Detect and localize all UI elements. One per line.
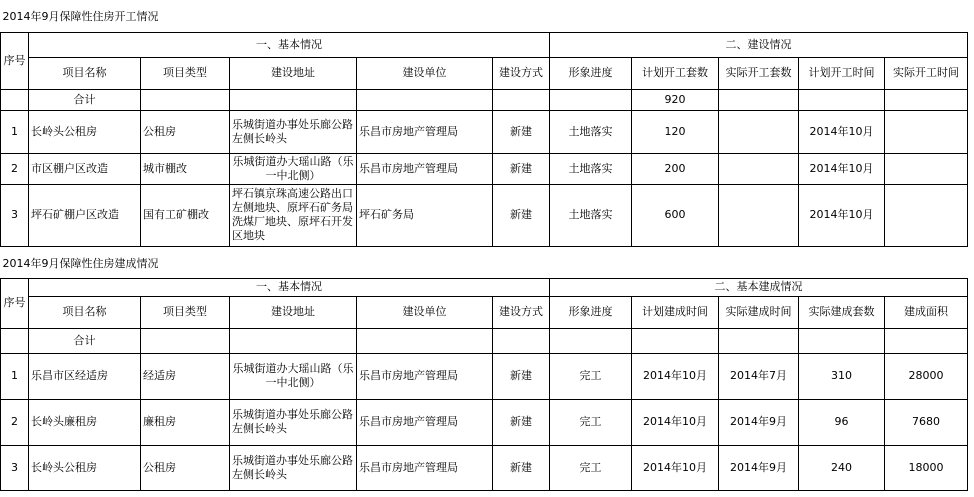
unit-cell: 坪石矿务局 — [357, 184, 493, 246]
actual-time-cell — [885, 153, 968, 184]
planned-time-cell: 2014年10月 — [632, 353, 719, 399]
col-header: 计划开工时间 — [799, 57, 885, 89]
group-build-header: 二、建设情况 — [550, 32, 968, 57]
planned-time-cell: 2014年10月 — [632, 445, 719, 490]
seq-header: 序号 — [1, 278, 29, 328]
planned-units-cell: 200 — [632, 153, 719, 184]
actual-units-cell — [719, 153, 799, 184]
actual-units-cell — [719, 110, 799, 153]
method-cell: 新建 — [493, 445, 550, 490]
actual-units-cell: 240 — [799, 445, 885, 490]
project-type-cell: 经适房 — [141, 353, 230, 399]
project-type-cell: 公租房 — [141, 445, 230, 490]
col-header: 建设单位 — [357, 57, 493, 89]
progress-cell: 土地落实 — [550, 110, 632, 153]
actual-time-cell: 2014年9月 — [719, 445, 799, 490]
col-header: 建成面积 — [885, 296, 968, 328]
unit-cell: 乐昌市房地产管理局 — [357, 399, 493, 445]
unit-cell: 乐昌市房地产管理局 — [357, 353, 493, 399]
project-name-cell: 长岭头公租房 — [29, 445, 141, 490]
col-header: 项目类型 — [141, 296, 230, 328]
total-row — [1, 328, 968, 353]
method-cell: 新建 — [493, 184, 550, 246]
project-name-cell: 长岭头廉租房 — [29, 399, 141, 445]
project-name-cell: 坪石矿棚户区改造 — [29, 184, 141, 246]
col-header: 建设地址 — [230, 296, 357, 328]
seq-header: 序号 — [1, 32, 29, 89]
total-planned-units: 920 — [632, 89, 719, 110]
section-title: 2014年9月保障性住房建成情况 — [2, 257, 159, 271]
progress-cell: 土地落实 — [550, 153, 632, 184]
unit-cell: 乐昌市房地产管理局 — [357, 110, 493, 153]
planned-units-cell: 120 — [632, 110, 719, 153]
address-cell: 坪石镇京珠高速公路出口左侧地块、原坪石矿务局洗煤厂地块、原坪石开发区地块 — [230, 184, 357, 246]
method-cell: 新建 — [493, 353, 550, 399]
group-build-header: 二、基本建成情况 — [550, 278, 968, 296]
col-header: 实际开工套数 — [719, 57, 799, 89]
method-cell: 新建 — [493, 110, 550, 153]
col-header: 实际建成套数 — [799, 296, 885, 328]
area-cell: 7680 — [885, 399, 968, 445]
group-basic-header: 一、基本情况 — [29, 278, 550, 296]
total-row — [1, 89, 968, 110]
seq-cell: 1 — [1, 110, 29, 153]
planned-time-cell: 2014年10月 — [632, 399, 719, 445]
unit-cell: 乐昌市房地产管理局 — [357, 445, 493, 490]
col-header: 计划开工套数 — [632, 57, 719, 89]
table-row — [1, 184, 968, 246]
actual-time-cell — [885, 110, 968, 153]
project-type-cell: 城市棚改 — [141, 153, 230, 184]
col-header: 形象进度 — [550, 57, 632, 89]
seq-cell: 3 — [1, 184, 29, 246]
progress-cell: 完工 — [550, 353, 632, 399]
col-header: 实际开工时间 — [885, 57, 968, 89]
address-cell: 乐城街道办大瑶山路（乐一中北侧） — [230, 153, 357, 184]
total-label: 合计 — [29, 89, 141, 110]
planned-units-cell: 600 — [632, 184, 719, 246]
table-row — [1, 153, 968, 184]
project-name-cell: 长岭头公租房 — [29, 110, 141, 153]
col-header: 实际建成时间 — [719, 296, 799, 328]
col-header: 形象进度 — [550, 296, 632, 328]
table-row — [1, 399, 968, 445]
project-type-cell: 国有工矿棚改 — [141, 184, 230, 246]
planned-time-cell: 2014年10月 — [799, 184, 885, 246]
seq-cell: 1 — [1, 353, 29, 399]
col-header: 建设方式 — [493, 296, 550, 328]
actual-time-cell: 2014年7月 — [719, 353, 799, 399]
seq-cell: 2 — [1, 153, 29, 184]
col-header: 项目名称 — [29, 296, 141, 328]
project-name-cell: 乐昌市区经适房 — [29, 353, 141, 399]
col-header: 项目类型 — [141, 57, 230, 89]
project-type-cell: 廉租房 — [141, 399, 230, 445]
address-cell: 乐城街道办事处乐廊公路左侧长岭头 — [230, 445, 357, 490]
actual-units-cell: 310 — [799, 353, 885, 399]
address-cell: 乐城街道办大瑶山路（乐一中北侧） — [230, 353, 357, 399]
method-cell: 新建 — [493, 153, 550, 184]
project-name-cell: 市区棚户区改造 — [29, 153, 141, 184]
method-cell: 新建 — [493, 399, 550, 445]
planned-time-cell: 2014年10月 — [799, 153, 885, 184]
actual-units-cell: 96 — [799, 399, 885, 445]
progress-cell: 完工 — [550, 399, 632, 445]
actual-time-cell: 2014年9月 — [719, 399, 799, 445]
col-header: 建设地址 — [230, 57, 357, 89]
seq-cell: 2 — [1, 399, 29, 445]
table-row — [1, 353, 968, 399]
group-basic-header: 一、基本情况 — [29, 32, 550, 57]
table-row — [1, 445, 968, 490]
col-header: 建设方式 — [493, 57, 550, 89]
table-housing-start — [0, 2, 968, 247]
planned-time-cell: 2014年10月 — [799, 110, 885, 153]
table-housing-completion — [0, 251, 968, 491]
progress-cell: 土地落实 — [550, 184, 632, 246]
col-header: 建设单位 — [357, 296, 493, 328]
area-cell: 18000 — [885, 445, 968, 490]
col-header: 项目名称 — [29, 57, 141, 89]
actual-time-cell — [885, 184, 968, 246]
area-cell: 28000 — [885, 353, 968, 399]
total-label: 合计 — [29, 328, 141, 353]
address-cell: 乐城街道办事处乐廊公路左侧长岭头 — [230, 110, 357, 153]
seq-cell: 3 — [1, 445, 29, 490]
table-row — [1, 110, 968, 153]
project-type-cell: 公租房 — [141, 110, 230, 153]
actual-units-cell — [719, 184, 799, 246]
col-header: 计划建成时间 — [632, 296, 719, 328]
progress-cell: 完工 — [550, 445, 632, 490]
section-title: 2014年9月保障性住房开工情况 — [2, 9, 159, 23]
address-cell: 乐城街道办事处乐廊公路左侧长岭头 — [230, 399, 357, 445]
unit-cell: 乐昌市房地产管理局 — [357, 153, 493, 184]
